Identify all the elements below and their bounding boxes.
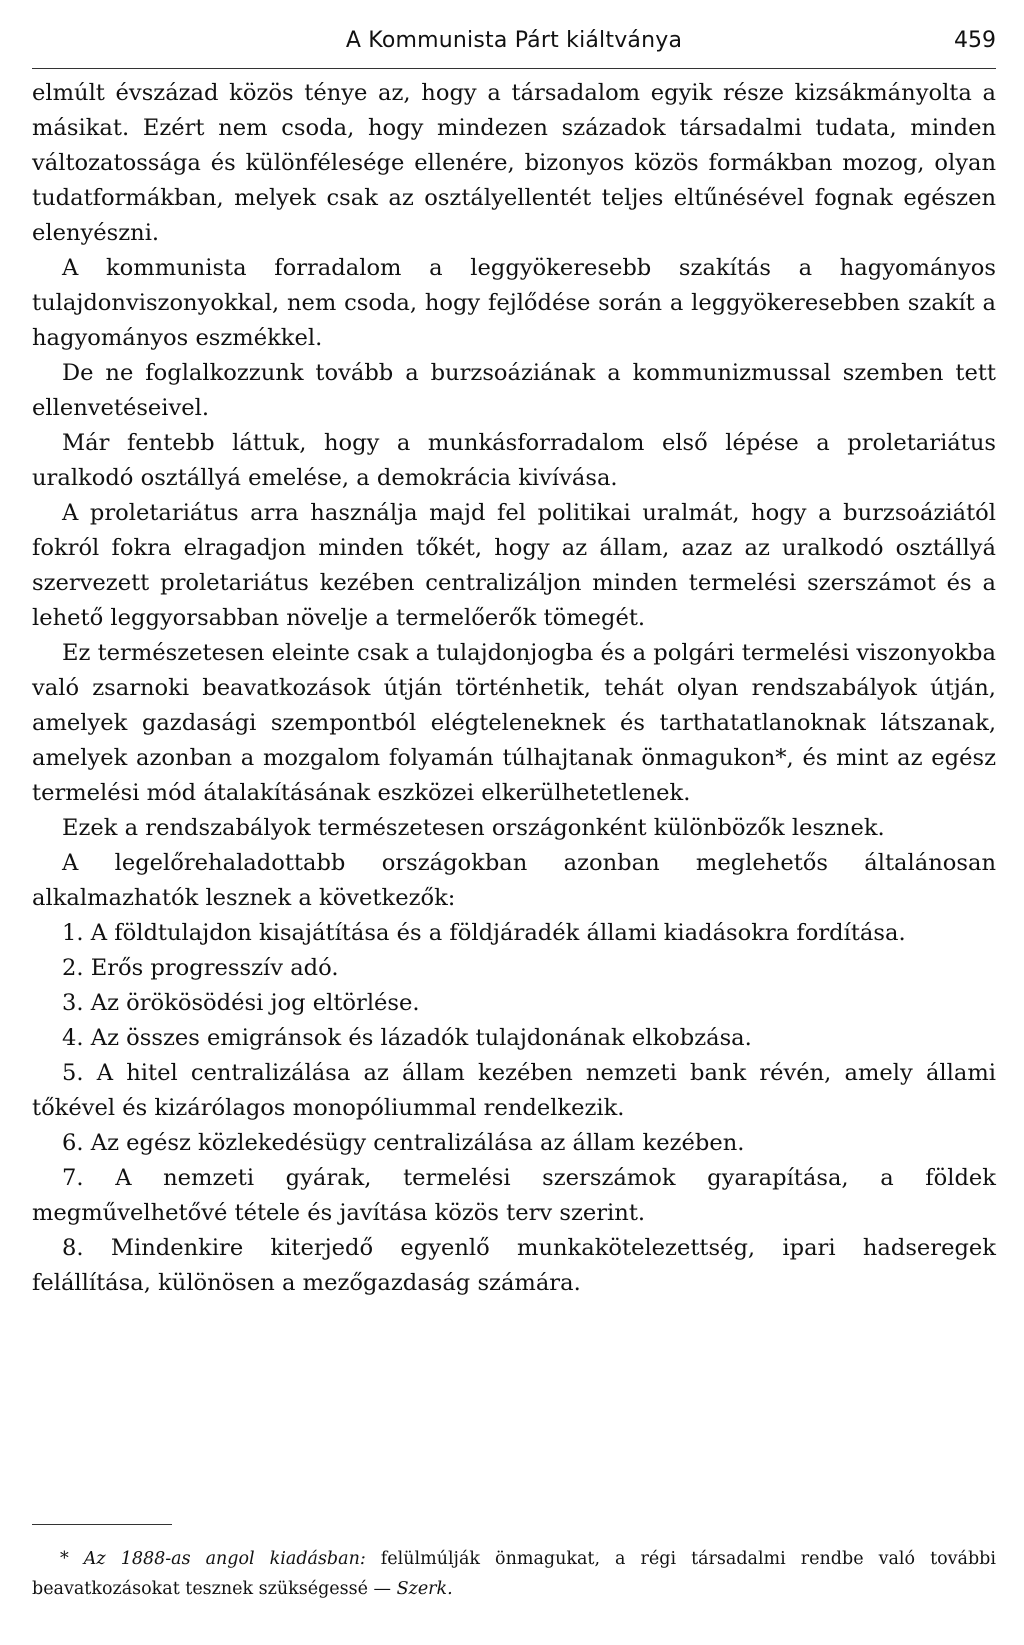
paragraph: elmúlt évszázad közös ténye az, hogy a társadalom egyik része kizsákmányolta a másikat. Ezért nem csoda, hogy mindezen századok társadalmi tudata, minden változatossága és különfélesége ellenére, bizonyos közös formákban mozog, olyan tudatformákban, melyek csak az osztályellentét teljes eltűnésével fognak egészen elenyészni. [32,80,996,246]
header-rule [32,68,996,69]
list-item-number: 8. [62,1235,84,1261]
list-item-text: A nemzeti gyárak, termelési szerszámok gyarapítása, a földek megművelhetővé tétele és javítása közös terv szerint. [32,1165,996,1226]
footnote-lead: Az 1888-as angol kiadásban: [83,1549,366,1569]
list-item-text: A hitel centralizálása az állam kezében nemzeti bank révén, amely állami tőkével és kizárólagos monopóliummal rendelkezik. [32,1060,996,1121]
running-title: A Kommunista Párt kiáltványa [345,28,683,53]
list-item [32,916,996,951]
page-number: 459 [954,28,996,53]
list-item-text: A földtulajdon kisajátítása és a földjáradék állami kiadásokra fordítása. [90,920,906,946]
list-item [32,1126,996,1161]
paragraph: De ne foglalkozzunk tovább a burzsoáziának a kommunizmussal szemben tett ellenvetéseivel. [32,360,996,421]
page-header [32,28,996,62]
list-item-number: 3. [62,990,84,1016]
footnote [32,1544,996,1604]
paragraph: A kommunista forradalom a leggyökeresebb szakítás a hagyományos tulajdonviszonyokkal, nem csoda, hogy fejlődése során a leggyökeresebben szakít a hagyományos eszmékkel. [32,255,996,351]
footnote-signature: Szerk. [396,1579,453,1599]
list-item [32,951,996,986]
list-item-number: 6. [62,1130,84,1156]
list-item-text: Az örökösödési jog eltörlése. [90,990,420,1016]
paragraph: Már fentebb láttuk, hogy a munkásforradalom első lépése a proletariátus uralkodó osztállyá emelése, a demokrácia kivívása. [32,430,996,491]
list-item-number: 7. [62,1165,84,1191]
list-item-number: 5. [62,1060,84,1086]
list-item-number: 2. [62,955,84,981]
footnote-marker: * [60,1549,69,1569]
list-item-number: 4. [62,1025,84,1051]
body-text [32,76,996,1301]
paragraph: Ez természetesen eleinte csak a tulajdonjogba és a polgári termelési viszonyokba való zsarnoki beavatkozások útján történhetik, tehát olyan rendszabályok útján, amelyek gazdasági szempontból elégteleneknek és tarthatatlanoknak látszanak, amelyek azonban a mozgalom folyamán túlhajtanak önmagukon*, és mint az egész termelési mód átalakításának eszközei elkerülhetetlenek. [32,640,996,806]
list-item-number: 1. [62,920,84,946]
list-item [32,1056,996,1126]
list-item [32,1021,996,1056]
list-item-text: Mindenkire kiterjedő egyenlő munkakötelezettség, ipari hadseregek felállítása, különösen a mezőgazdaság számára. [32,1235,996,1296]
list-item [32,1231,996,1301]
paragraph: A legelőrehaladottabb országokban azonban meglehetős általánosan alkalmazhatók lesznek a következők: [32,850,996,911]
footnote-rule [32,1524,172,1525]
list-item-text: Az összes emigránsok és lázadók tulajdonának elkobzása. [90,1025,752,1051]
list-item-text: Az egész közlekedésügy centralizálása az állam kezében. [90,1130,745,1156]
paragraph: Ezek a rendszabályok természetesen országonként különbözők lesznek. [62,815,885,841]
footnote-paragraph [32,1544,996,1604]
footnote-text: felülmúlják önmagukat, a régi társadalmi rendbe való további beavatkozásokat tesznek szükségessé — [32,1549,996,1599]
book-page [32,0,996,1645]
list-item-text: Erős progresszív adó. [90,955,339,981]
paragraph: A proletariátus arra használja majd fel politikai uralmát, hogy a burzsoáziától fokról fokra elragadjon minden tőkét, hogy az állam, azaz az uralkodó osztállyá szervezett proletariátus kezében centralizáljon minden termelési szerszámot és a lehető leggyorsabban növelje a termelőerők tömegét. [32,500,996,631]
list-item [32,986,996,1021]
list-item [32,1161,996,1231]
